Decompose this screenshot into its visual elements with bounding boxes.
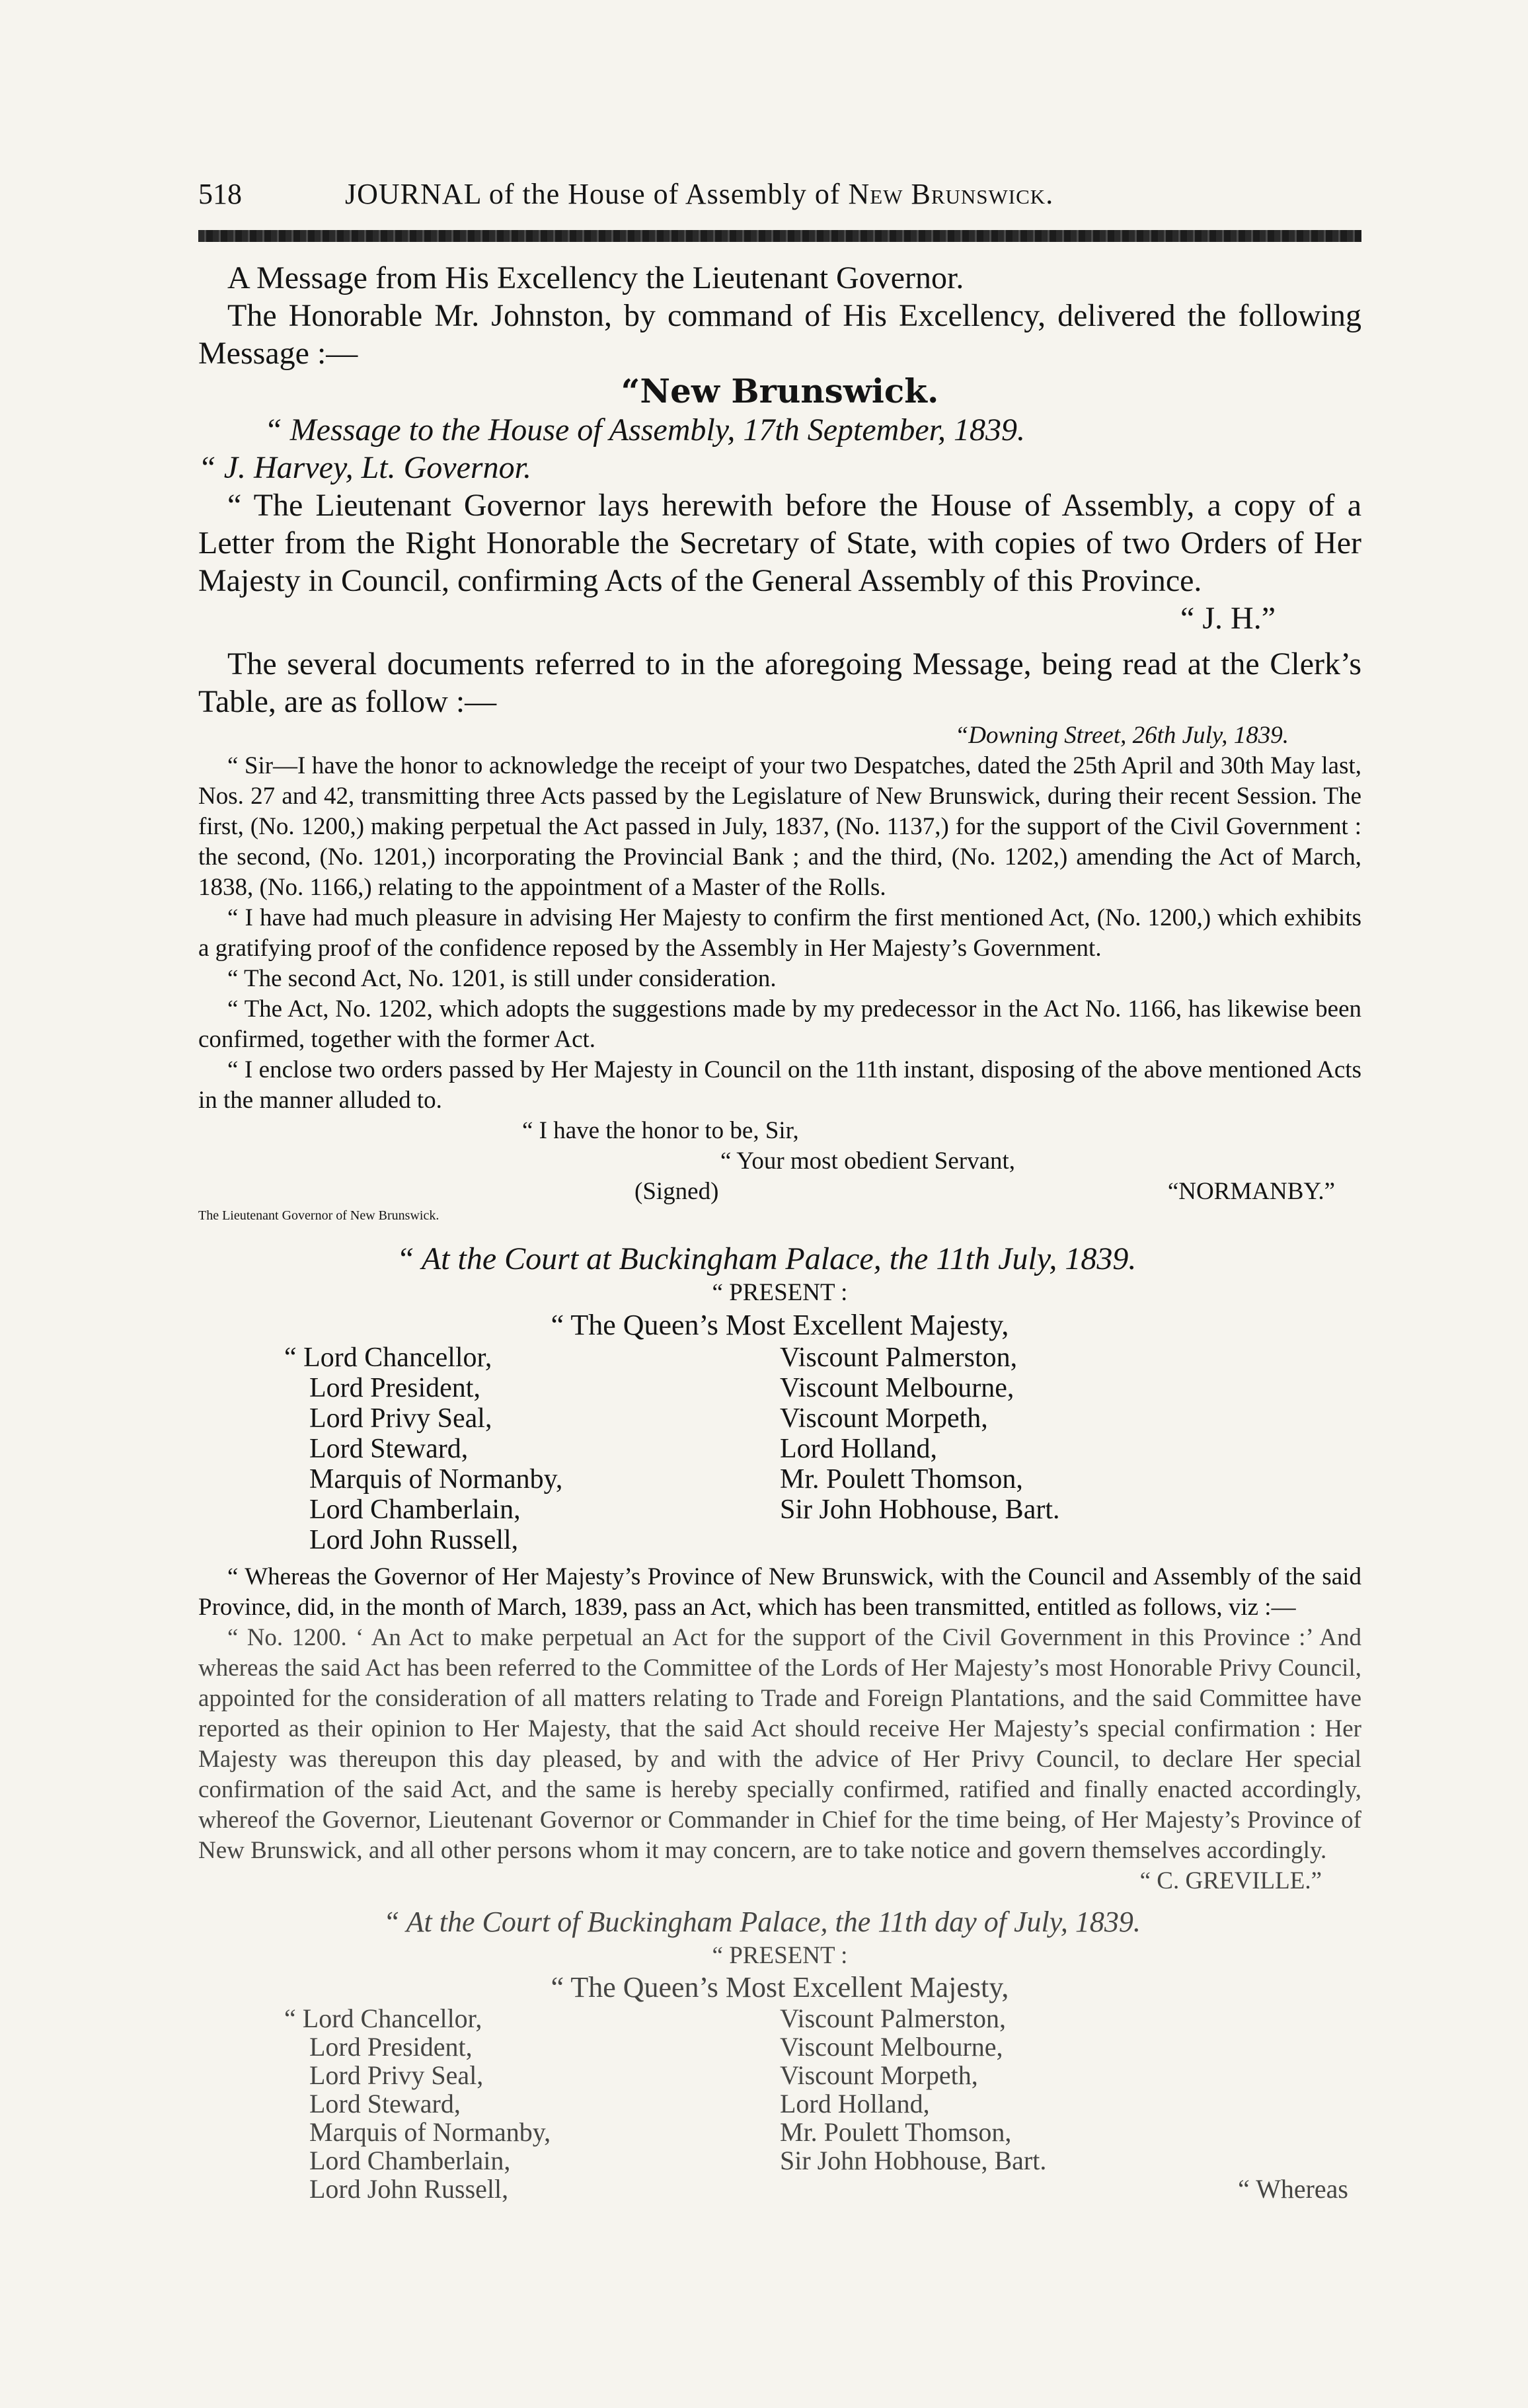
council-member: Lord Chamberlain, <box>309 2146 511 2175</box>
running-header <box>198 177 1361 217</box>
order1-whereas: “ Whereas the Governor of Her Majesty’s Province of New Brunswick, with the Council and Assembly of the said Province, did, in the month of March, 1839, pass an Act, which has been transmitted, entitled as follows, viz :— <box>198 1563 1361 1621</box>
council-member: Sir John Hobhouse, Bart. <box>780 1495 1060 1525</box>
letter-signature: “NORMANBY.” <box>1167 1178 1335 1205</box>
running-title <box>345 177 1053 211</box>
council-member: “ Lord Chancellor, <box>284 2003 482 2033</box>
order1-signature: “ C. GREVILLE.” <box>1139 1867 1322 1894</box>
running-title-prefix: JOURNAL of the House of Assembly of <box>345 178 849 210</box>
message-heading: A Message from His Excellency the Lieutenant Governor. <box>227 260 964 295</box>
order2-dateline-text: “ At the Court of Buckingham Palace, the 11th day of July, 1839. <box>383 1906 1141 1938</box>
council-member: Lord John Russell, <box>309 2174 509 2204</box>
message-initials: “ J. H.” <box>1180 601 1276 636</box>
signed-label: (Signed) <box>634 1178 719 1205</box>
letter-signature-line <box>198 1177 1361 1207</box>
message-intro: The Honorable Mr. Johnston, by command of His Excellency, delivered the following Message :— <box>198 298 1361 371</box>
letter-paragraph-3: “ The second Act, No. 1201, is still under consideration. <box>227 965 777 992</box>
council-member: Marquis of Normanby, <box>309 2117 551 2147</box>
letter-addressee: The Lieutenant Governor of New Brunswick. <box>198 1208 439 1223</box>
letter-closing-2: “ Your most obedient Servant, <box>720 1147 1016 1175</box>
order1-dateline-text: “ At the Court at Buckingham Palace, the 11th July, 1839. <box>397 1241 1137 1276</box>
header-rule <box>198 230 1361 242</box>
council-member: Marquis of Normanby, <box>309 1464 563 1495</box>
message-blackletter-title <box>198 372 1361 411</box>
order2-left-column <box>198 2004 780 2203</box>
order1-present: “ PRESENT : <box>712 1279 848 1306</box>
council-member: Lord Steward, <box>309 1434 469 1464</box>
council-member: Viscount Melbourne, <box>780 2032 1003 2062</box>
letter-paragraph-1: “ Sir—I have the honor to acknowledge the receipt of your two Despatches, dated the 25th April and 30th May last, Nos. 27 and 42, transmitting three Acts passed by the Legislature of New Brunswick, during their recent Session. The first, (No. 1200,) making perpetual the Act passed in July, 1837, (No. 1137,) for the support of the Civil Government : the second, (No. 1201,) incorporating the Provincial Bank ; and the third, (No. 1202,) amending the Act of March, 1838, (No. 1166,) relating to the appointment of a Master of the Rolls. <box>198 752 1361 901</box>
order1-dateline <box>198 1240 1361 1278</box>
letter-dateline <box>198 720 1361 751</box>
council-member: “ Lord Chancellor, <box>284 1342 492 1373</box>
blackletter-text: “New Brunswick. <box>621 371 939 410</box>
council-member: Lord President, <box>309 1373 480 1403</box>
page-number: 518 <box>198 178 242 210</box>
council-member: Viscount Melbourne, <box>780 1373 1014 1403</box>
council-member: Mr. Poulett Thomson, <box>780 2117 1012 2147</box>
council-member: Viscount Palmerston, <box>780 1342 1018 1373</box>
order2-present: “ PRESENT : <box>712 1942 848 1969</box>
council-member: Lord Privy Seal, <box>309 1403 492 1434</box>
letter-dateline-text: “Downing Street, 26th July, 1839. <box>954 722 1289 749</box>
order1-council-list <box>198 1342 1361 1555</box>
council-member: Lord Holland, <box>780 2089 930 2118</box>
message-body: “ The Lieutenant Governor lays herewith before the House of Assembly, a copy of a Letter from the Right Honorable the Secretary of State, with copies of two Orders of Her Majesty in Council, confirming Acts of the General Assembly of this Province. <box>198 488 1361 598</box>
council-member: Lord Steward, <box>309 2089 461 2118</box>
order2-queen: “ The Queen’s Most Excellent Majesty, <box>551 1971 1009 2003</box>
page-body <box>198 259 1361 2203</box>
order1-act-text: “ No. 1200. ‘ An Act to make perpetual an Act for the support of the Civil Government in this Province :’ And whereas the said Act has been referred to the Committee of the Lords of Her Majesty’s most Honorable Privy Council, appointed for the consideration of all matters relating to Trade and Foreign Plantations, and the said Committee have reported as their opinion to Her Majesty, that the said Act should receive Her Majesty’s special confirmation : Her Majesty was thereupon this day pleased, by and with the advice of Her Privy Council, to declare Her special confirmation of the said Act, and the same is hereby specially confirmed, ratified and finally enacted accordingly, whereof the Governor, Lieutenant Governor or Commander in Chief for the time being, of Her Majesty’s Province of New Brunswick, and all other persons whom it may concern, are to take notice and govern themselves accordingly. <box>198 1624 1361 1864</box>
letter-paragraph-5: “ I enclose two orders passed by Her Majesty in Council on the 11th instant, disposing of the above mentioned Acts in the manner alluded to. <box>198 1056 1361 1114</box>
letter-paragraph-2: “ I have had much pleasure in advising Her Majesty to confirm the first mentioned Act, (No. 1200,) which exhibits a gratifying proof of the confidence reposed by the Assembly in Her Majesty’s Government. <box>198 904 1361 962</box>
council-member: Viscount Morpeth, <box>780 2060 978 2090</box>
order2-right-column <box>780 2004 1361 2203</box>
council-member: Lord Holland, <box>780 1434 937 1464</box>
catchword: “ Whereas <box>1238 2174 1348 2204</box>
council-member: Sir John Hobhouse, Bart. <box>780 2146 1047 2175</box>
council-member: Lord Chamberlain, <box>309 1495 521 1525</box>
order2-dateline <box>198 1903 1361 1941</box>
running-title-province: New Brunswick. <box>848 178 1054 210</box>
message-signed-by: “ J. Harvey, Lt. Governor. <box>198 450 531 485</box>
letter-closing-1: “ I have the honor to be, Sir, <box>522 1117 799 1144</box>
order1-left-column <box>198 1342 780 1555</box>
order2-council-list <box>198 2004 1361 2203</box>
council-member: Lord John Russell, <box>309 1525 519 1555</box>
order1-right-column <box>780 1342 1361 1555</box>
letter-paragraph-4: “ The Act, No. 1202, which adopts the suggestions made by my predecessor in the Act No. 1166, has likewise been confirmed, together with the former Act. <box>198 995 1361 1053</box>
message-dateline-text: “ Message to the House of Assembly, 17th September, 1839. <box>264 412 1025 447</box>
council-member: Viscount Palmerston, <box>780 2003 1007 2033</box>
message-dateline <box>198 411 1361 449</box>
council-member: Viscount Morpeth, <box>780 1403 988 1434</box>
council-member: Mr. Poulett Thomson, <box>780 1464 1023 1495</box>
documents-referred: The several documents referred to in the aforegoing Message, being read at the Clerk’s Table, are as follow :— <box>198 646 1361 719</box>
council-member: Lord Privy Seal, <box>309 2060 484 2090</box>
council-member: Lord President, <box>309 2032 473 2062</box>
order1-queen: “ The Queen’s Most Excellent Majesty, <box>551 1309 1009 1341</box>
